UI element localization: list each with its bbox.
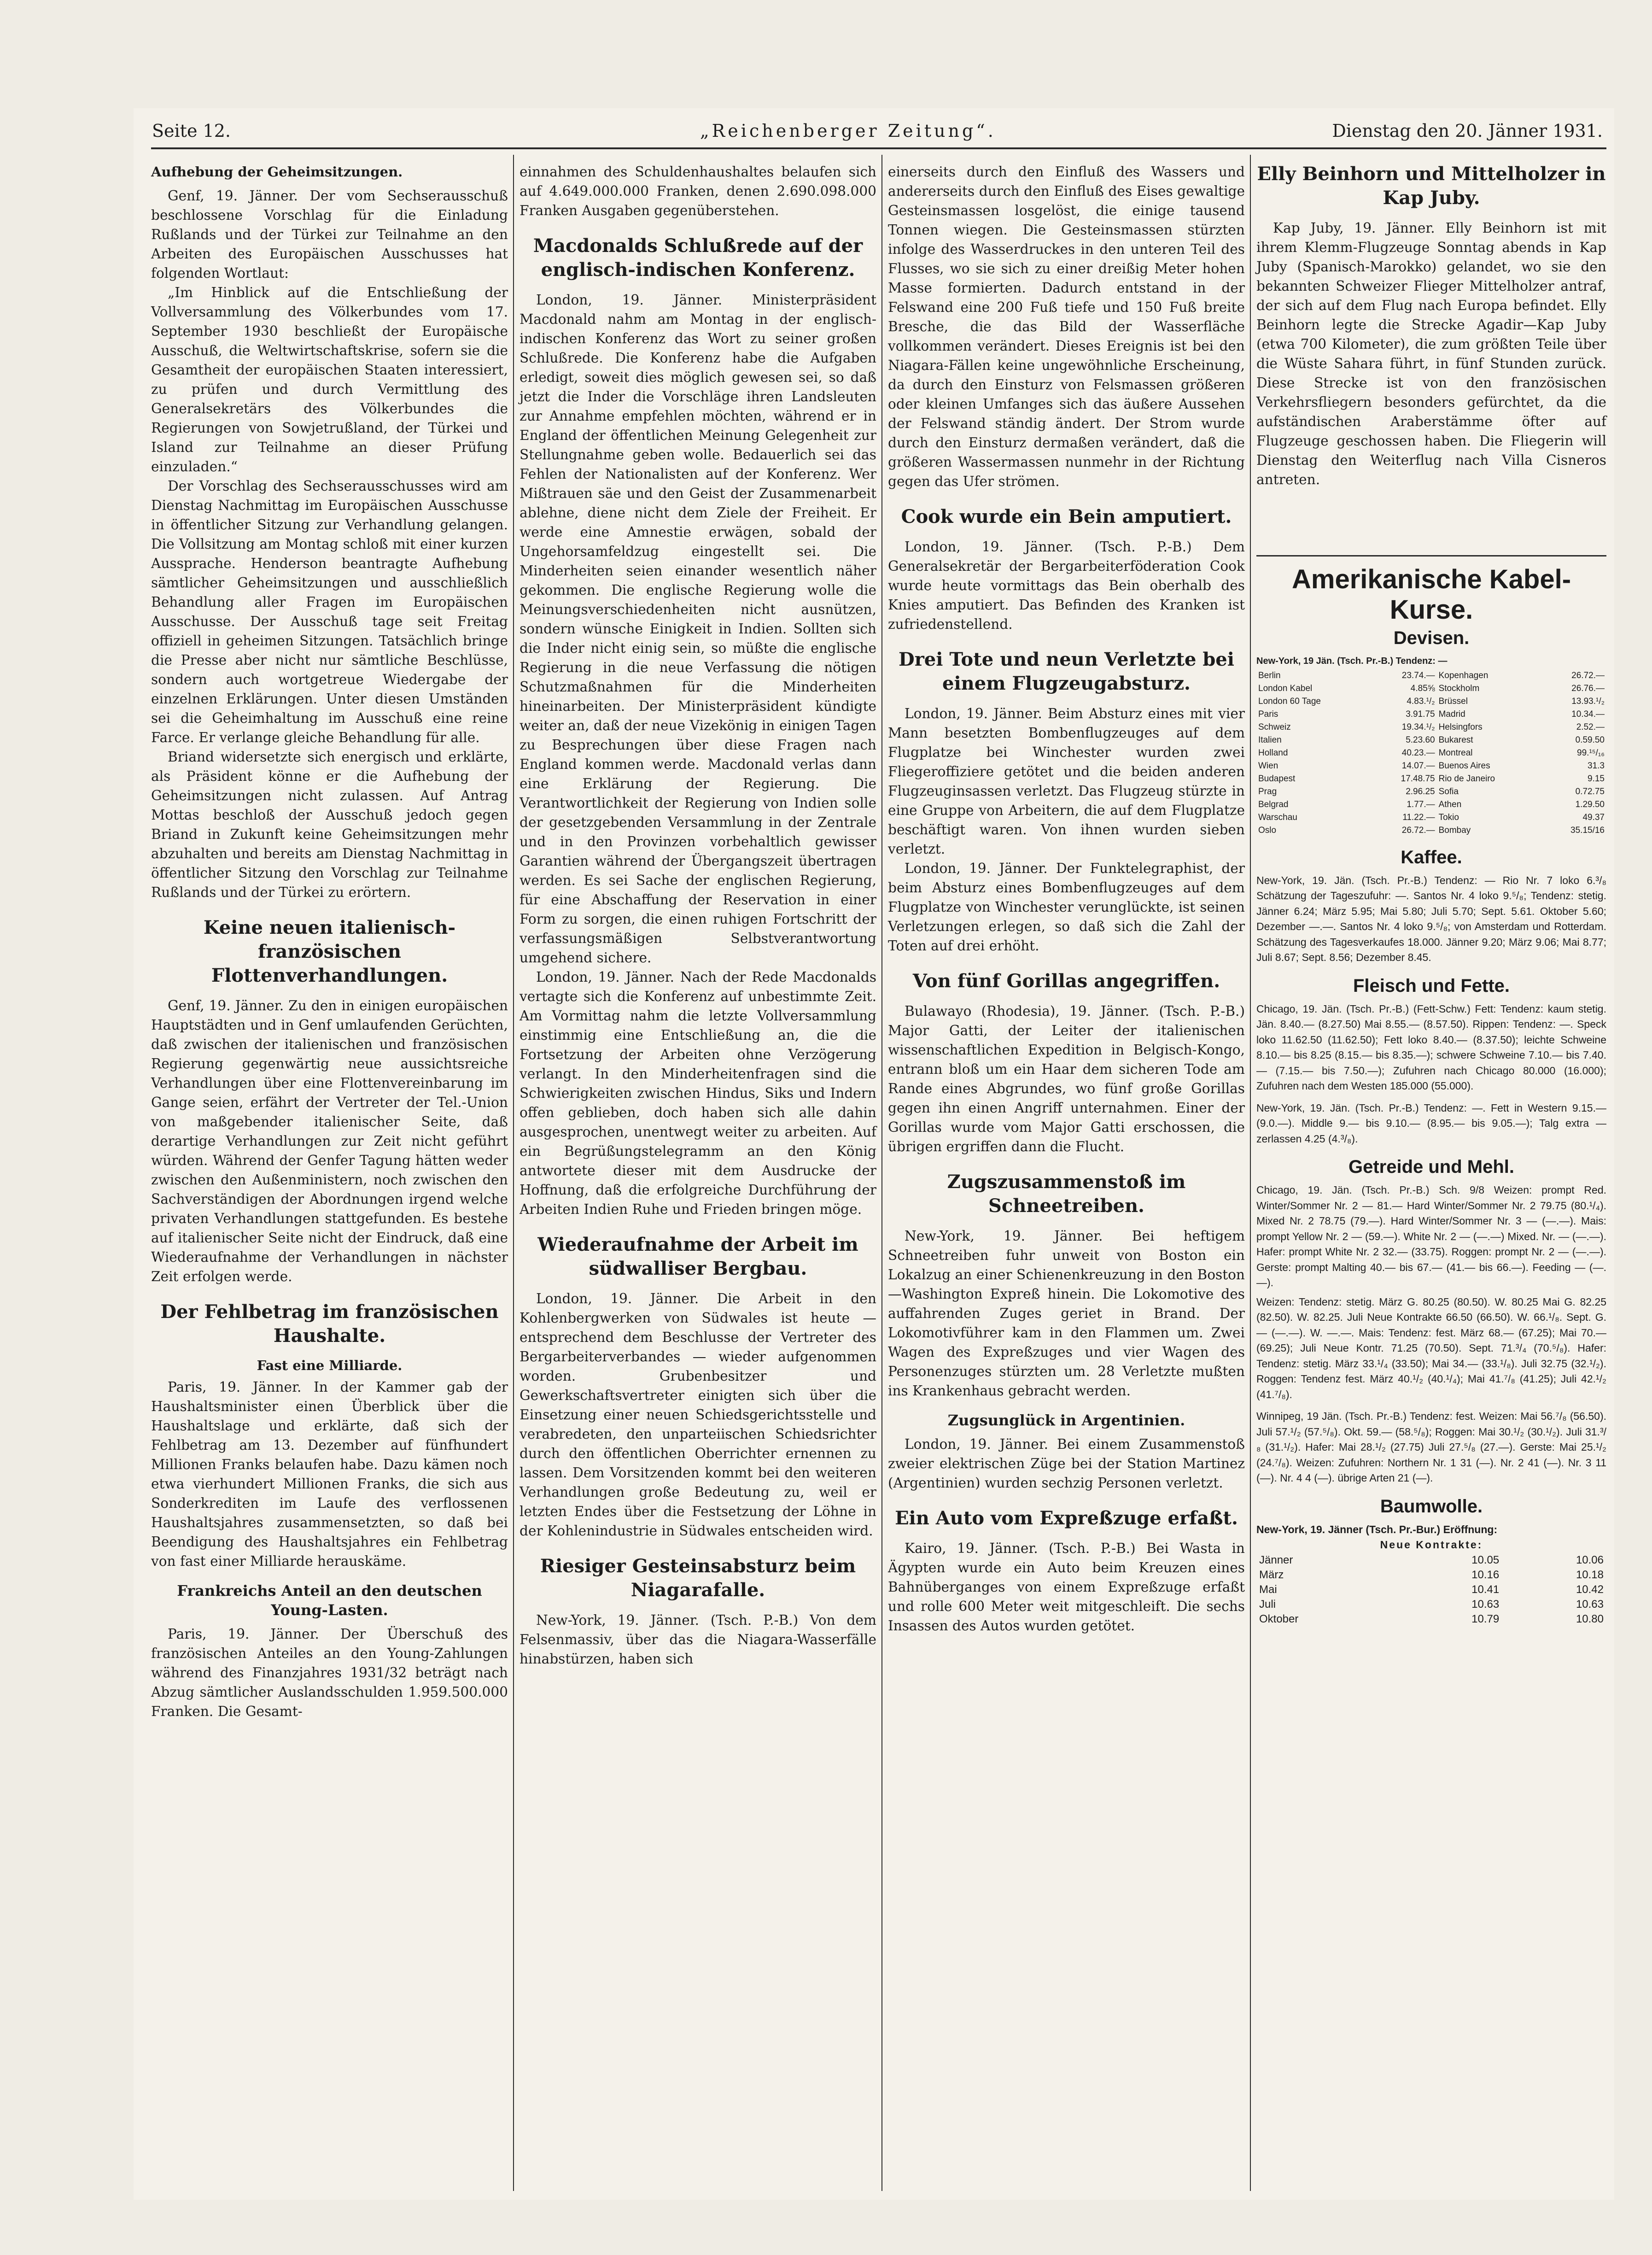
section-heading-kaffee: Kaffee. [1401, 847, 1462, 867]
currency-rate: 13.93.¹/₂ [1571, 696, 1605, 706]
currency-rate: 35.15/16 [1570, 825, 1605, 835]
article-heading: Ein Auto vom Expreßzuge erfaßt. [895, 1507, 1238, 1529]
baumwolle-row [1256, 1553, 1606, 1568]
devisen-row [1256, 785, 1606, 798]
article-paragraph: London, 19. Jänner. Beim Absturz eines mit vier Mann besetzten Bombenflugzeuges auf dem Flugplatze bei Winchester wurden zwei Fliegeroffiziere getötet und die beiden anderen Flugzeuginsassen verletzt. Das Flugzeug stürzte in eine Gruppe von Arbeitern, die auf dem Flugplatze beschäftigt waren. Von ihnen wurden sieben verletzt. [888, 706, 1245, 857]
box-rule [1256, 555, 1606, 556]
article-paragraph: London, 19. Jänner. (Tsch. P.-B.) Dem Generalsekretär der Bergarbeiterföderation Cook wurde heute vormittags das Bein oberhalb des Knies amputiert. Das Befinden des Kranken ist zufriedenstellend. [888, 539, 1245, 632]
article-heading: Der Fehlbetrag im französischen Haushalte. [160, 1301, 499, 1347]
currency-name: Prag [1258, 786, 1277, 797]
baumwolle-header: New-York, 19. Jänner (Tsch. Pr.-Bur.) Eröffnung: [1256, 1523, 1498, 1535]
currency-rate: 26.76.— [1571, 683, 1605, 693]
article-heading: Elly Beinhorn und Mittelholzer in Kap Juby. [1257, 163, 1606, 209]
article-paragraph: Kap Juby, 19. Jänner. Elly Beinhorn ist mit ihrem Klemm-Flugzeuge Sonntag abends in Kap Juby (Spanisch-Marokko) gelandet, wo sie den bekannten Schweizer Flieger Mittelholzer antraf, der sich auf dem Flug nach Europa befindet. Elly Beinhorn legte die Strecke Agadir—Kap Juby (etwa 700 Kilometer), die zum größten Teile über die Wüste Sahara führt, in fünf Stunden zurück. Diese Strecke ist von den französischen Verkehrsfliegern besonders gefürchtet, da die aufständischen Araberstämme öfter auf Flugzeuge geschossen haben. Die Fliegerin will Dienstag den Weiterflug nach Villa Cisneros antreten. [1256, 220, 1606, 487]
currency-rate: 23.74.— [1401, 670, 1435, 680]
currency-name: Rio de Janeiro [1438, 773, 1495, 784]
contract-price: 10.06 [1576, 1553, 1604, 1566]
article-paragraph: Paris, 19. Jänner. Der Überschuß des französischen Anteiles an den Young-Zahlungen während des Finanzjahres 1931/32 beträgt nach Abzug sämtlicher Auslandsschulden 1.959.500.000 Franken. Die Gesamt- [151, 1626, 508, 1719]
article-paragraph: London, 19. Jänner. Nach der Rede Macdonalds vertagte sich die Konferenz auf unbestimmte Zeit. Am Vormittag nahm die letzte Vollversammlung einstimmig eine Entschließung an, die die Fortsetzung der Arbeiten ohne Verzögerung verlangt. In den Minderheitenfragen sind die Schwierigkeiten zwischen Hindus, Siks und Indern offen geblieben, doch haben sich alle dahin ausgesprochen, unentwegt weiter zu arbeiten. Auf ein Begrüßungstelegramm an den König antwortete dieser mit dem Ausdrucke der Hoffnung, daß die erfolgreiche Durchführung der Arbeiten Indien Ruhe und Frieden bringen möge. [520, 969, 876, 1217]
article-subheading: Fast eine Milliarde. [257, 1358, 403, 1373]
article-paragraph: Briand widersetzte sich energisch und erklärte, als Präsident könne er die Aufhebung der Geheimsitzungen nicht zulassen. Auf Antrag Mottas beschloß der Ausschuß jedoch gegen Briand in Zukunft keine Geheimsitzungen mehr abzuhalten und bereits am Dienstag Nachmittag in öffentlicher Sitzung den Vorschlag zur Teilnahme Rußlands und der Türkei zu erörtern. [151, 749, 508, 900]
baumwolle-row [1256, 1568, 1606, 1582]
contract-price: 10.05 [1471, 1553, 1500, 1566]
getreide-text: Chicago, 19. Jän. (Tsch. Pr.-B.) Sch. 9/8 Weizen: prompt Red. Winter/Sommer Nr. 2 — 81.— Hard Winter/Sommer Nr. 2 79.75 (80.¹/₄). Mixed Nr. 2 78.75 (79.—). Hard Winter/Sommer Nr. 3 — (—.—). Mais: prompt Yellow Nr. 2 — (59.—). White Nr. 2 — (—.—) Mixed. Nr. — (—.—). Hafer: prompt White Nr. 2 32.— (33.75). Roggen: prompt Nr. 2 — (—.—). Gerste: prompt Malting 40.— bis 67.— (41.— bis 66.—). Feeding — (—.—). [1256, 1184, 1606, 1289]
devisen-row [1256, 682, 1606, 695]
currency-rate: 1.29.50 [1575, 799, 1605, 809]
article-paragraph: einerseits durch den Einfluß des Wassers und andererseits durch den Einfluß des Eises gewaltige Gesteinsmassen losgelöst, die einige tausend Tonnen wiegen. Die Gesteinsmassen stürzten infolge des Wasserdruckes in den unteren Teil des Flusses, wo sie sich zu einer dreißig Meter hohen Masse formierten. Dadurch entstand in der Felswand eine 200 Fuß tiefe und 150 Fuß breite Bresche, die das Bild der Wasserfläche vollkommen verändert. Dieses Ereignis ist bei den Niagara-Fällen keine ungewöhnliche Erscheinung, da durch den Einsturz von Felsmassen größeren oder kleinen Umfanges sich das äußere Aussehen der Felswand ständig ändert. Der Strom wurde durch den Einsturz dermaßen verändert, daß die größeren Wassermassen nunmehr in der Richtung gegen das Ufer strömen. [888, 164, 1245, 489]
contract-month: Mai [1259, 1583, 1277, 1596]
currency-rate: 17.48.75 [1401, 773, 1435, 784]
currency-name: Montreal [1438, 748, 1473, 758]
currency-name: Brüssel [1438, 696, 1468, 706]
devisen-row [1256, 721, 1606, 734]
article-paragraph: Der Vorschlag des Sechserausschusses wird am Dienstag Nachmittag im Europäischen Ausschusse in öffentlicher Sitzung zur Verhandlung gelangen. Die Vollsitzung am Montag schloß mit einer kurzen Aussprache. Henderson beantragte Aufhebung sämtlicher Geheimsitzungen und ausschließlich Behandlung aller Fragen im Europäischen Ausschusse. Der Ausschuß tage seit Freitag offiziell in geheimen Sitzungen. Tatsächlich bringe die Presse aber nicht nur sämtliche Beschlüsse, sondern auch wortgetreue Wiedergabe der einzelnen Erklärungen. Unter diesen Umständen sei die Geheimhaltung im Ausschuß eine reine Farce. Er verlange gleiche Behandlung für alle. [151, 478, 508, 745]
article-heading: Von fünf Gorillas angegriffen. [912, 970, 1220, 992]
currency-name: Schweiz [1258, 722, 1291, 732]
devisen-row [1256, 747, 1606, 760]
currency-rate: 26.72.— [1571, 670, 1605, 680]
contract-price: 10.41 [1471, 1583, 1500, 1596]
contract-month: Jänner [1259, 1553, 1293, 1566]
newspaper-title: „Reichenberger Zeitung“. [700, 121, 996, 141]
currency-name: Budapest [1258, 773, 1296, 784]
currency-name: Bukarest [1438, 735, 1473, 745]
contract-price: 10.63 [1471, 1598, 1500, 1611]
devisen-row [1256, 773, 1606, 785]
currency-name: Kopenhagen [1438, 670, 1489, 680]
section-heading-getreide: Getreide und Mehl. [1348, 1157, 1515, 1177]
currency-rate: 2.96.25 [1406, 786, 1435, 797]
devisen-table [1256, 669, 1606, 837]
currency-rate: 10.34.— [1571, 709, 1605, 719]
contract-month: Juli [1259, 1598, 1276, 1611]
baumwolle-table [1256, 1553, 1606, 1627]
article-heading: Zugsunglück in Argentinien. [947, 1412, 1185, 1429]
article-paragraph: London, 19. Jänner. Ministerpräsident Macdonald nahm am Montag in der englisch-indischen Konferenz das Wort zu seiner großen Schlußrede. Die Konferenz habe die Aufgaben erledigt, soweit dies möglich gewesen sei, so daß jetzt die Inder die Vorschläge ihren Landsleuten zur Annahme empfehlen möchten, während er in England der öffentlichen Meinung Gelegenheit zur Stellungnahme geben wolle. Bedauerlich sei das Fehlen der Nationalisten auf der Konferenz. Wer Mißtrauen säe und den Geist der Zusammenarbeit ablehne, diene nicht dem Ziele der Freiheit. Er werde eine Amnestie erwägen, sobald der Ungehorsamfeldzug eingestellt sei. Die Minderheiten seien einander wesentlich näher gekommen. Die englische Regierung wolle die Meinungsverschiedenheiten nicht ausnützen, sondern wünsche Einigkeit in Indien. Sollten sich die Inder nicht einig sein, so müßte die englische Regierung in die neue Verfassung die nötigen Schutzmaßnahmen für die Minderheiten hineinarbeiten. Der Ministerpräsident kündigte weiter an, daß der neue Vizekönig in einigen Tagen zu Besprechungen über diese Fragen nach England kommen werde. Macdonald verlas dann eine Erklärung der Regierung. Die Verantwortlichkeit der Regierung von Indien solle der gesetzgebenden Versammlung in der Zentrale und in den Provinzen vorbehaltlich gewisser Garantien während der Übergangszeit übertragen werden. Es sei Sache der englischen Regierung, für eine Abschaffung der Reservation in einer Form zu sorgen, die einen ruhigen Fortschritt der verfassungsmäßigen Selbstverantwortung umgehend sichere. [520, 292, 876, 966]
baumwolle-row [1256, 1582, 1606, 1597]
contract-price: 10.63 [1576, 1598, 1604, 1611]
currency-name: Bombay [1438, 825, 1471, 835]
currency-rate: 40.23.— [1401, 748, 1435, 758]
baumwolle-subheader: Neue Kontrakte: [1380, 1539, 1483, 1551]
currency-name: Holland [1258, 748, 1288, 758]
page-number: Seite 12. [152, 121, 231, 141]
contract-price: 10.42 [1576, 1583, 1604, 1596]
currency-rate: 2.52.— [1576, 722, 1605, 732]
devisen-row [1256, 708, 1606, 721]
devisen-row [1256, 734, 1606, 747]
article-heading: Zugszusammenstoß im Schneetreiben. [947, 1171, 1186, 1217]
baumwolle-row [1256, 1612, 1606, 1627]
box-title: Amerikanische Kabel-Kurse. [1291, 564, 1571, 625]
currency-name: Sofia [1438, 786, 1459, 797]
currency-rate: 4.85⅝ [1410, 683, 1435, 693]
currency-name: Paris [1258, 709, 1278, 719]
getreide-text: Winnipeg, 19 Jän. (Tsch. Pr.-B.) Tendenz: fest. Weizen: Mai 56.⁷/₈ (56.50). Juli 57.¹/₂ (57.⁵/₈). Okt. 59.— (58.⁵/₈); Roggen: Mai 30.¹/₂ (30.¹/₂). Juli 31.³/₈ (31.¹/₂). Hafer: Mai 28.¹/₂ (27.75) Juli 27.⁵/₈ (27.—). Gerste: Mai 25.¹/₂ (24.⁷/₈). Weizen: Zufuhren: Northern Nr. 1 31 (—). Nr. 2 41 (—). Nr. 3 11 (—). Nr. 4 4 (—). übrige Arten 21 (—). [1256, 1410, 1606, 1484]
article-paragraph: Bulawayo (Rhodesia), 19. Jänner. (Tsch. P.-B.) Major Gatti, der Leiter der italienischen wissenschaftlichen Expedition in Belgisch-Kongo, entrann bloß um ein Haar dem sicheren Tode am Rande eines Abgrundes, wo fünf große Gorillas gegen ihn einen Angriff unternahmen. Einer der Gorillas wurde vom Major Gatti erschossen, die übrigen ergriffen dann die Flucht. [888, 1003, 1245, 1154]
section-heading-devisen: Devisen. [1393, 628, 1470, 648]
currency-name: Athen [1438, 799, 1462, 809]
column-1 [151, 162, 508, 1721]
contract-price: 10.79 [1471, 1612, 1500, 1625]
currency-rate: 4.83.¹/₂ [1407, 696, 1435, 706]
currency-rate: 99.¹⁵/₁₆ [1577, 748, 1605, 758]
currency-name: London 60 Tage [1258, 696, 1321, 706]
currency-name: Buenos Aires [1438, 761, 1490, 771]
currency-rate: 9.15 [1588, 773, 1605, 784]
currency-name: London Kabel [1258, 683, 1313, 693]
article-paragraph: Genf, 19. Jänner. Der vom Sechserausschuß beschlossene Vorschlag für die Einladung Rußlands und der Türkei zur Teilnahme an den Arbeiten des Europäischen Ausschusses hat folgenden Wortlaut: [151, 188, 508, 281]
article-paragraph: Genf, 19. Jänner. Zu den in einigen europäischen Hauptstädten und in Genf umlaufenden Gerüchten, daß zwischen der italienischen und französischen Regierung gegenwärtig neue aussichtsreiche Verhandlungen über eine Flottenvereinbarung im Gange seien, erfährt der Vertreter der Tel.-Union von maßgebender italienischer Seite, daß derartige Verhandlungen zur Zeit nicht geführt würden. Während der Genfer Tagung hätten weder zwischen den Außenministern, noch zwischen den Sachverständigen der Abordnungen irgend welche privaten Verhandlungen stattgefunden. Es bestehe auf italienischer Seite nicht der Eindruck, daß eine Wiederaufnahme der Verhandlungen in nächster Zeit erfolgen werde. [151, 998, 508, 1284]
contract-month: März [1259, 1568, 1284, 1581]
currency-name: Oslo [1258, 825, 1277, 835]
currency-name: Wien [1258, 761, 1278, 771]
article-heading: Aufhebung der Geheimsitzungen. [151, 164, 403, 180]
devisen-row [1256, 824, 1606, 837]
kaffee-text: New-York, 19. Jän. (Tsch. Pr.-B.) Tendenz: — Rio Nr. 7 loko 6.³/₈ Schätzung der Tageszufuhr: —. Santos Nr. 4 loko 9.⁵/₈; Tendenz: stetig. Jänner 6.24; März 5.95; Mai 5.80; Juli 5.70; Sept. 5.61. Oktober 5.60; Dezember —.—. Santos Nr. 4 loko 9.⁵/₈; von Amsterdam und Rotterdam. Schätzung des Tagesverkaufes 18.000. Jänner 9.20; März 9.06; Mai 8.77; Juli 8.67; Sept. 8.56; Dezember 8.45. [1256, 874, 1606, 963]
contract-price: 10.80 [1576, 1612, 1604, 1625]
article-paragraph: New-York, 19. Jänner. Bei heftigem Schneetreiben fuhr unweit von Boston ein Lokalzug an einer Schienenkreuzung in den Boston—Washington Expreß hinein. Die Lokomotive des auffahrenden Zuges geriet in Brand. Der Lokomotivführer kam in den Flammen um. Zwei Wagen des Expreßzuges und vier Wagen des Personenzuges stürzten um. 28 Verletzte mußten ins Krankenhaus gebracht werden. [888, 1228, 1245, 1399]
devisen-row [1256, 798, 1606, 811]
column-3 [888, 162, 1245, 1635]
article-paragraph: London, 19. Jänner. Die Arbeit in den Kohlenbergwerken von Südwales ist heute — entsprechend dem Beschlusse der Vertreter des Bergarbeiterverbandes — wieder aufgenommen worden. Grubenbesitzer und Gewerkschaftsvertreter einigten sich über die Einsetzung einer neuen Schiedsgerichtsstelle und verabredeten, den unparteiischen Schiedsrichter durch den öffentlichen Oberrichter ernennen zu lassen. Dem Vorsitzenden kommt bei den weiteren Verhandlungen große Bedeutung zu, weil er letzten Endes über die Festsetzung der Löhne in der Kohlenindustrie in Südwales entscheiden wird. [520, 1291, 876, 1539]
currency-name: Helsingfors [1438, 722, 1483, 732]
column-4 [1256, 162, 1606, 489]
currency-name: Warschau [1258, 812, 1297, 822]
article-heading: Cook wurde ein Bein amputiert. [901, 506, 1232, 527]
masthead-rule [151, 147, 1606, 149]
currency-name: Belgrad [1258, 799, 1289, 809]
article-heading: Keine neuen italienisch-französischen Flottenverhandlungen. [203, 917, 456, 986]
article-paragraph: Paris, 19. Jänner. In der Kammer gab der Haushaltsminister einen Überblick über die Haushaltslage und erklärte, daß sich der Fehlbetrag am 13. Dezember auf fünfhundert Millionen Franks belaufen habe. Dazu kämen noch etwa vierhundert Millionen Franks, die sich aus Sonderkrediten im Laufe des verflossenen Haushaltsjahres zusammensetzten, so daß bei Beendigung des Haushaltsjahres ein Fehlbetrag von fast einer Milliarde herauskäme. [151, 1379, 508, 1569]
devisen-row [1256, 695, 1606, 708]
currency-rate: 31.3 [1588, 761, 1605, 771]
devisen-row [1256, 760, 1606, 773]
currency-name: Stockholm [1438, 683, 1480, 693]
baumwolle-row [1256, 1597, 1606, 1612]
section-heading-fleisch: Fleisch und Fette. [1353, 975, 1510, 996]
article-heading: Drei Tote und neun Verletzte bei einem Flugzeugabsturz. [899, 649, 1234, 694]
currency-rate: 14.07.— [1401, 761, 1435, 771]
fleisch-text: Chicago, 19. Jän. (Tsch. Pr.-B.) (Fett-Schw.) Fett: Tendenz: kaum stetig. Jän. 8.40.— (8.27.50) Mai 8.55.— (8.57.50). Rippen: Tendenz: —. Speck loko 11.62.50 (11.62.50); Fett loko 8.40.— (8.37.50); leichte Schweine 8.10.— bis 8.25 (8.15.— bis 8.35.—); schwere Schweine 7.10.— bis 7.40.— (7.15.— bis 7.50.—); Zufuhren nach Chicago 80.000 (16.000); Zufuhren nach dem Westen 185.000 (55.000). [1256, 1002, 1606, 1092]
article-paragraph: New-York, 19. Jänner. (Tsch. P.-B.) Von dem Felsenmassiv, über das die Niagara-Wasserfälle hinabstürzen, haben sich [520, 1612, 876, 1667]
contract-month: Oktober [1259, 1612, 1299, 1625]
article-paragraph: Kairo, 19. Jänner. (Tsch. P.-B.) Bei Wasta in Ägypten wurde ein Auto beim Kreuzen eines Bahnüberganges von einem Expreßzuge erfaßt und rolle 600 Meter weit mitgeschleift. Die sechs Insassen des Autos wurden getötet. [888, 1540, 1245, 1634]
currency-rate: 49.37 [1582, 812, 1605, 822]
devisen-row [1256, 669, 1606, 682]
column-divider-1 [513, 155, 514, 2191]
currency-rate: 5.23.60 [1406, 735, 1435, 745]
currency-name: Italien [1258, 735, 1282, 745]
currency-rate: 11.22.— [1402, 812, 1435, 822]
getreide-text: Weizen: Tendenz: stetig. März G. 80.25 (80.50). W. 80.25 Mai G. 82.25 (82.50). W. 82.25. Juli Neue Kontrakte 66.50 (66.50). W. 66.¹/₈. Sept. G. — (—.—). W. —.—. Mais: Tendenz: fest. März 68.— (67.25); Mai 70.— (69.25); Juli Neue Kontr. 71.25 (70.50). Sept. 71.³/₄ (70.⁵/₈). Hafer: Tendenz: stetig. März 33.¹/₄ (33.50); Mai 34.— (33.¹/₈). Juli 32.75 (32.¹/₂). Roggen: Tendenz fest. März 40.¹/₂ (40.¹/₄); Mai 41.⁷/₈ (41.25); Juli 42.¹/₂ (41.⁷/₈). [1256, 1295, 1606, 1400]
column-divider-3 [1250, 155, 1251, 2191]
article-heading: Macdonalds Schlußrede auf der englisch-indischen Konferenz. [533, 235, 863, 281]
masthead [152, 121, 1603, 148]
column-2 [520, 162, 876, 1669]
article-heading: Frankreichs Anteil an den deutschen Young-Lasten. [177, 1582, 482, 1619]
currency-rate: 26.72.— [1401, 825, 1435, 835]
currency-rate: 0.72.75 [1575, 786, 1605, 797]
currency-rate: 19.34.¹/₂ [1401, 722, 1435, 732]
currency-name: Berlin [1258, 670, 1281, 680]
currency-rate: 3.91.75 [1406, 709, 1435, 719]
devisen-row [1256, 811, 1606, 824]
article-paragraph: London, 19. Jänner. Der Funktelegraphist, der beim Absturz eines Bombenflugzeuges auf dem Flugplatze von Winchester verunglückte, ist seinen Verletzungen erlegen, so daß sich die Zahl der Toten auf drei erhöht. [888, 861, 1245, 954]
article-paragraph: „Im Hinblick auf die Entschließung der Vollversammlung des Völkerbundes vom 17. September 1930 beschließt der Europäische Ausschuß, die Weltwirtschaftskrise, sofern sie die Gesamtheit der europäischen Staaten interessiert, zu prüfen und durch Vermittlung des Generalsekretärs des Völkerbundes die Regierungen von Sowjetrußland, der Türkei und Island zur Teilnahme an dieser Prüfung einzuladen.“ [151, 285, 508, 474]
fleisch-text: New-York, 19. Jän. (Tsch. Pr.-B.) Tendenz: —. Fett in Western 9.15.— (9.0.—). Middle 9.— bis 9.10.— (8.95.— bis 9.05.—); Talg extra — zerlassen 4.25 (4.³/₈). [1256, 1101, 1606, 1145]
article-heading: Riesiger Gesteinsabsturz beim Niagarafalle. [540, 1555, 856, 1601]
currency-name: Madrid [1438, 709, 1465, 719]
contract-price: 10.18 [1576, 1568, 1604, 1581]
currency-rate: 1.77.— [1407, 799, 1435, 809]
section-heading-baumwolle: Baumwolle. [1380, 1496, 1483, 1517]
currency-rate: 0.59.50 [1575, 735, 1605, 745]
column-divider-2 [881, 155, 882, 2191]
article-heading: Wiederaufnahme der Arbeit im südwalliser Bergbau. [537, 1234, 858, 1279]
market-quotes-box [1256, 564, 1606, 2191]
currency-name: Tokio [1438, 812, 1459, 822]
contract-price: 10.16 [1471, 1568, 1500, 1581]
issue-date: Dienstag den 20. Jänner 1931. [1332, 121, 1603, 141]
devisen-header: New-York, 19 Jän. (Tsch. Pr.-B.) Tendenz: — [1256, 656, 1448, 666]
article-paragraph: einnahmen des Schuldenhaushaltes belaufen sich auf 4.649.000.000 Franken, denen 2.690.098.000 Franken Ausgaben gegenüberstehen. [520, 164, 876, 218]
article-paragraph: London, 19. Jänner. Bei einem Zusammenstoß zweier elektrischen Züge bei der Station Martinez (Argentinien) wurden sechzig Personen verletzt. [888, 1436, 1245, 1491]
